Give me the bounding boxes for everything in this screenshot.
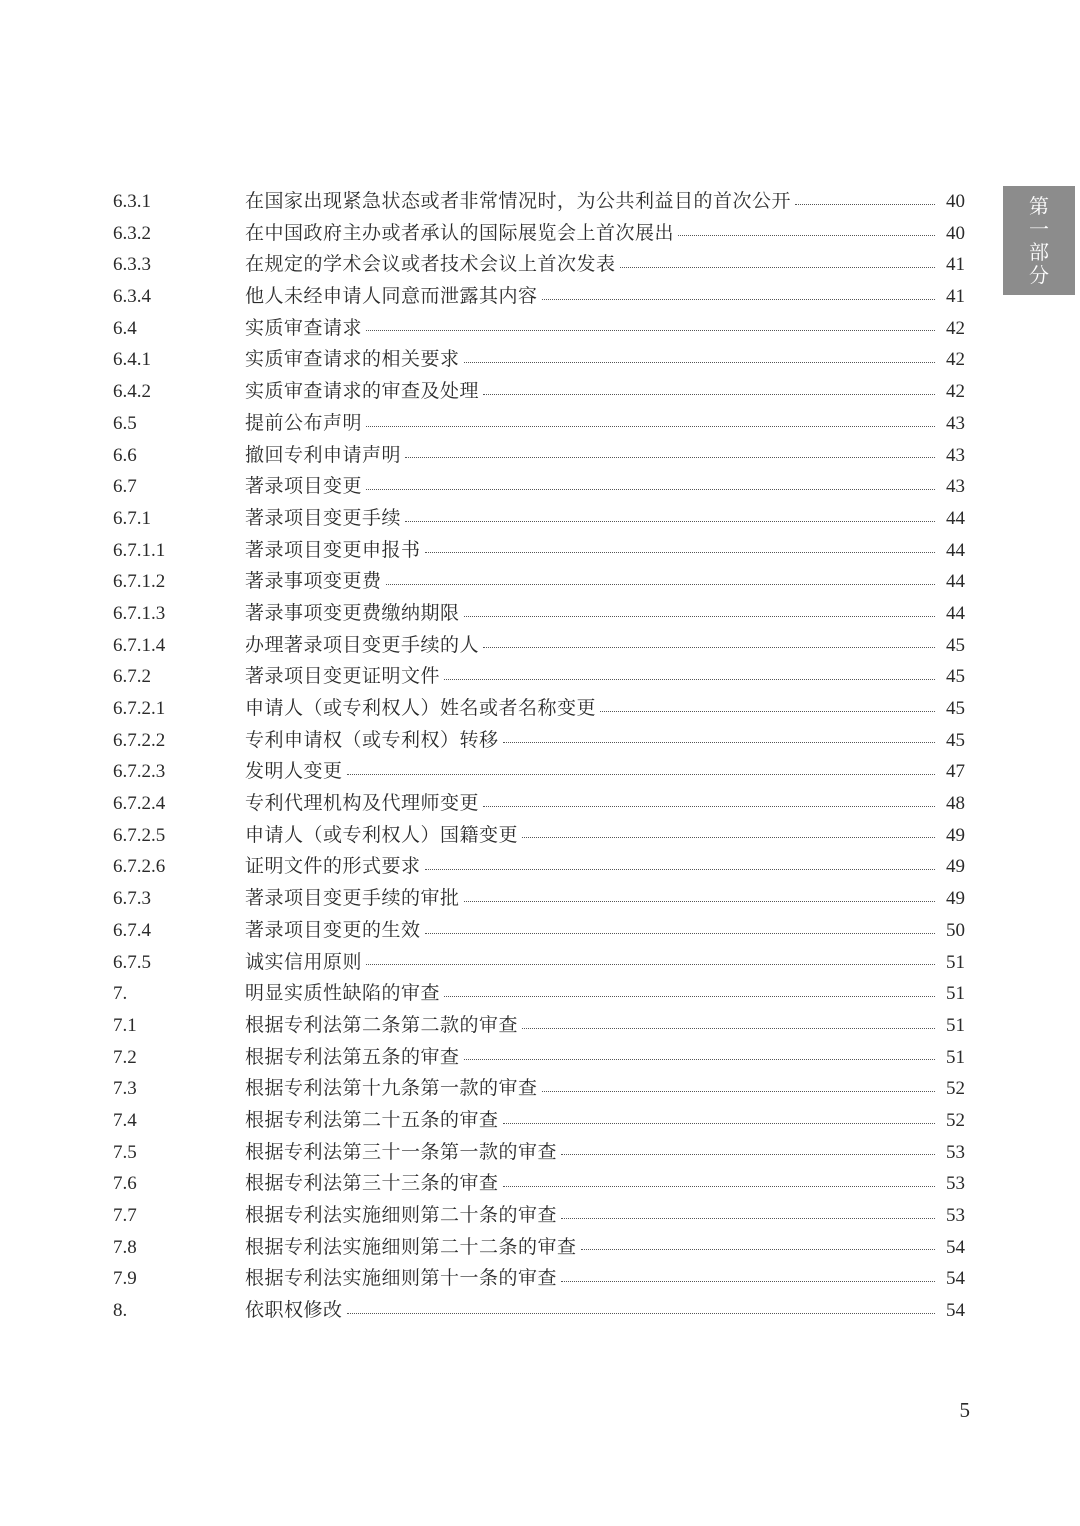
toc-entry-number: 7.6 <box>113 1173 137 1195</box>
toc-entry-title: 明显实质性缺陷的审查 <box>245 982 441 1005</box>
toc-entry-number: 6.3.1 <box>113 191 151 212</box>
toc-entry-number: 6.7.1.2 <box>113 571 166 593</box>
toc-entry-number: 6.4 <box>113 317 137 339</box>
toc-entry-number: 6.7.1.1 <box>113 539 166 561</box>
toc-entry[interactable] <box>113 566 965 598</box>
toc-entry-title: 著录事项变更费 <box>245 570 382 593</box>
toc-dot-leader <box>347 774 935 775</box>
section-tab-char: 一 <box>1029 216 1049 241</box>
toc-entry[interactable] <box>113 756 965 788</box>
toc-dot-leader <box>561 1218 935 1219</box>
toc-dot-leader <box>366 964 935 965</box>
toc-entry-page: 53 <box>946 1141 965 1163</box>
toc-entry-title: 专利代理机构及代理师变更 <box>245 792 480 815</box>
section-tab-char: 部 <box>1029 239 1049 264</box>
toc-entry-number: 7.2 <box>113 1046 137 1068</box>
toc-entry-page: 40 <box>946 191 965 212</box>
toc-entry[interactable] <box>113 503 965 535</box>
toc-entry-title: 实质审查请求的审查及处理 <box>245 380 480 403</box>
toc-entry-title: 依职权修改 <box>245 1299 343 1322</box>
toc-entry-title: 著录事项变更费缴纳期限 <box>245 601 460 624</box>
toc-entry[interactable] <box>113 598 965 630</box>
toc-dot-leader <box>620 267 935 268</box>
toc-entry[interactable] <box>113 249 965 281</box>
toc-entry-page: 42 <box>946 349 965 371</box>
toc-entry[interactable] <box>113 344 965 376</box>
toc-dot-leader <box>542 1091 935 1092</box>
toc-dot-leader <box>522 837 935 838</box>
toc-entry-page: 54 <box>946 1300 965 1322</box>
toc-entry-page: 43 <box>946 444 965 466</box>
toc-entry-title: 申请人（或专利权人）国籍变更 <box>245 823 519 846</box>
toc-entry-title: 根据专利法第十九条第一款的审查 <box>245 1077 538 1100</box>
toc-dot-leader <box>561 1154 935 1155</box>
toc-dot-leader <box>581 1249 935 1250</box>
toc-entry-number: 7.9 <box>113 1268 137 1290</box>
toc-entry[interactable] <box>113 408 965 440</box>
toc-entry-title: 根据专利法第五条的审查 <box>245 1045 460 1068</box>
toc-dot-leader <box>347 1313 935 1314</box>
toc-dot-leader <box>405 521 935 522</box>
toc-entry-number: 7.1 <box>113 1014 137 1036</box>
toc-entry-title: 发明人变更 <box>245 760 343 783</box>
toc-dot-leader <box>464 616 935 617</box>
toc-dot-leader <box>425 933 935 934</box>
toc-entry-page: 52 <box>946 1078 965 1100</box>
toc-dot-leader <box>464 362 935 363</box>
toc-dot-leader <box>444 996 935 997</box>
toc-entry-number: 6.4.1 <box>113 349 151 371</box>
toc-entry-number: 6.7.1 <box>113 507 151 529</box>
toc-entry[interactable] <box>113 376 965 408</box>
toc-entry-title: 根据专利法第三十三条的审查 <box>245 1172 499 1195</box>
toc-dot-leader <box>425 869 935 870</box>
toc-entry-number: 6.7.2.2 <box>113 729 166 751</box>
toc-entry-number: 6.7.2.6 <box>113 856 166 878</box>
section-tab-char: 第 <box>1029 193 1049 218</box>
toc-entry-number: 6.7.5 <box>113 951 151 973</box>
toc-dot-leader <box>386 584 935 585</box>
toc-entry-page: 45 <box>946 698 965 719</box>
toc-entry-page: 52 <box>946 1109 965 1131</box>
toc-entry-page: 47 <box>946 761 965 783</box>
toc-entry-title: 诚实信用原则 <box>245 950 363 973</box>
toc-entry-title: 在中国政府主办或者承认的国际展览会上首次展出 <box>245 221 675 244</box>
toc-entry-number: 8. <box>113 1300 128 1322</box>
toc-entry-page: 43 <box>946 476 965 498</box>
toc-dot-leader <box>425 552 935 553</box>
toc-entry-page: 42 <box>946 317 965 339</box>
toc-entry-page: 53 <box>946 1173 965 1195</box>
toc-entry-number: 6.7.2.1 <box>113 698 166 719</box>
toc-entry-number: 7.4 <box>113 1109 137 1131</box>
toc-dot-leader <box>464 901 935 902</box>
toc-entry-page: 51 <box>946 1014 965 1036</box>
toc-entry-title: 在规定的学术会议或者技术会议上首次发表 <box>245 253 616 276</box>
toc-entry[interactable] <box>113 1105 965 1137</box>
toc-entry-page: 51 <box>946 951 965 973</box>
toc-dot-leader <box>795 204 935 205</box>
toc-entry-page: 44 <box>946 539 965 561</box>
toc-entry-title: 在国家出现紧急状态或者非常情况时，为公共利益目的首次公开 <box>245 190 792 212</box>
toc-entry[interactable] <box>113 1295 965 1327</box>
toc-entry-title: 根据专利法实施细则第二十条的审查 <box>245 1204 558 1226</box>
toc-dot-leader <box>600 711 935 712</box>
toc-entry-title: 撤回专利申请声明 <box>245 443 402 466</box>
toc-entry[interactable] <box>113 788 965 820</box>
toc-entry-title: 根据专利法第二十五条的审查 <box>245 1108 499 1131</box>
toc-entry-number: 6.7 <box>113 476 137 498</box>
toc-entry-number: 6.7.4 <box>113 919 151 941</box>
toc-dot-leader <box>483 394 935 395</box>
toc-entry-title: 证明文件的形式要求 <box>245 855 421 878</box>
toc-entry[interactable] <box>113 281 965 313</box>
toc-dot-leader <box>522 1028 935 1029</box>
toc-entry-number: 7.7 <box>113 1205 137 1226</box>
toc-entry[interactable] <box>113 1200 965 1232</box>
toc-entry-title: 根据专利法第二条第二款的审查 <box>245 1013 519 1036</box>
toc-entry-page: 44 <box>946 571 965 593</box>
toc-entry-title: 办理著录项目变更手续的人 <box>245 633 480 656</box>
toc-entry[interactable] <box>113 725 965 757</box>
toc-entry[interactable] <box>113 1263 965 1295</box>
toc-entry-number: 6.7.2 <box>113 666 151 688</box>
toc-entry-number: 7. <box>113 983 128 1005</box>
toc-entry-title: 著录项目变更手续的审批 <box>245 887 460 910</box>
toc-entry[interactable] <box>113 915 965 947</box>
toc-entry-page: 54 <box>946 1236 965 1258</box>
toc-entry-number: 6.3.2 <box>113 222 151 244</box>
toc-entry-title: 著录项目变更申报书 <box>245 538 421 561</box>
toc-entry[interactable] <box>113 535 965 567</box>
toc-entry-page: 41 <box>946 286 965 308</box>
toc-entry-number: 6.7.2.3 <box>113 761 166 783</box>
toc-dot-leader <box>503 742 935 743</box>
toc-dot-leader <box>366 489 935 490</box>
toc-entry-title: 他人未经申请人同意而泄露其内容 <box>245 285 538 308</box>
toc-dot-leader <box>483 647 935 648</box>
toc-entry-page: 45 <box>946 666 965 688</box>
toc-entry[interactable] <box>113 1168 965 1200</box>
toc-entry-title: 申请人（或专利权人）姓名或者名称变更 <box>245 697 597 719</box>
toc-entry[interactable] <box>113 883 965 915</box>
toc-entry-number: 6.3.4 <box>113 286 151 308</box>
toc-dot-leader <box>464 1059 935 1060</box>
toc-dot-leader <box>366 330 935 331</box>
toc-entry-page: 48 <box>946 793 965 815</box>
toc-entry-title: 著录项目变更手续 <box>245 506 402 529</box>
toc-dot-leader <box>561 1281 935 1282</box>
toc-entry-number: 6.4.2 <box>113 381 151 403</box>
table-of-contents <box>113 186 965 1327</box>
toc-entry[interactable] <box>113 440 965 472</box>
toc-entry[interactable] <box>113 693 965 725</box>
toc-dot-leader <box>366 426 935 427</box>
toc-entry-number: 6.6 <box>113 444 137 466</box>
toc-entry-number: 6.7.3 <box>113 888 151 910</box>
toc-entry-page: 49 <box>946 824 965 846</box>
toc-dot-leader <box>503 1123 935 1124</box>
toc-entry-number: 7.3 <box>113 1078 137 1100</box>
toc-dot-leader <box>542 299 935 300</box>
section-tab-char: 分 <box>1029 262 1049 287</box>
toc-entry-title: 专利申请权（或专利权）转移 <box>245 728 499 751</box>
section-tab <box>1003 186 1075 295</box>
toc-entry[interactable] <box>113 1010 965 1042</box>
toc-dot-leader <box>444 679 935 680</box>
toc-entry-page: 44 <box>946 507 965 529</box>
toc-dot-leader <box>483 806 935 807</box>
toc-dot-leader <box>503 1186 935 1187</box>
toc-entry-title: 著录项目变更 <box>245 475 363 498</box>
toc-entry-title: 根据专利法第三十一条第一款的审查 <box>245 1140 558 1163</box>
toc-entry-page: 43 <box>946 412 965 434</box>
toc-entry[interactable] <box>113 661 965 693</box>
toc-entry-page: 54 <box>946 1268 965 1290</box>
toc-entry[interactable] <box>113 1073 965 1105</box>
toc-entry-number: 6.7.2.5 <box>113 824 166 846</box>
toc-entry[interactable] <box>113 1232 965 1264</box>
toc-entry[interactable] <box>113 820 965 852</box>
toc-entry-number: 6.7.1.3 <box>113 602 166 624</box>
toc-entry-number: 7.8 <box>113 1236 137 1258</box>
toc-entry[interactable] <box>113 471 965 503</box>
toc-entry-page: 42 <box>946 381 965 403</box>
toc-entry-page: 44 <box>946 602 965 624</box>
toc-entry-page: 53 <box>946 1205 965 1226</box>
toc-entry[interactable] <box>113 1137 965 1169</box>
toc-entry-title: 根据专利法实施细则第二十二条的审查 <box>245 1235 577 1258</box>
toc-entry[interactable] <box>113 978 965 1010</box>
toc-entry-number: 6.3.3 <box>113 254 151 276</box>
toc-entry-number: 6.7.2.4 <box>113 793 166 815</box>
toc-entry-number: 6.7.1.4 <box>113 634 166 656</box>
toc-entry-page: 51 <box>946 1046 965 1068</box>
toc-entry[interactable] <box>113 947 965 979</box>
toc-entry-title: 实质审查请求的相关要求 <box>245 348 460 371</box>
toc-entry[interactable] <box>113 1042 965 1074</box>
toc-entry-title: 根据专利法实施细则第十一条的审查 <box>245 1267 558 1290</box>
toc-entry[interactable] <box>113 218 965 250</box>
toc-entry-page: 50 <box>946 919 965 941</box>
toc-entry[interactable] <box>113 630 965 662</box>
toc-entry-page: 40 <box>946 222 965 244</box>
toc-entry-number: 6.5 <box>113 412 137 434</box>
toc-entry-title: 著录项目变更证明文件 <box>245 665 441 688</box>
toc-entry-title: 提前公布声明 <box>245 411 363 434</box>
toc-entry-page: 45 <box>946 729 965 751</box>
toc-entry-page: 49 <box>946 856 965 878</box>
toc-entry-page: 51 <box>946 983 965 1005</box>
toc-dot-leader <box>405 457 935 458</box>
toc-entry-title: 实质审查请求 <box>245 316 363 339</box>
toc-entry-title: 著录项目变更的生效 <box>245 918 421 941</box>
toc-entry-page: 49 <box>946 888 965 910</box>
toc-entry-number: 7.5 <box>113 1141 137 1163</box>
toc-entry[interactable] <box>113 851 965 883</box>
toc-dot-leader <box>678 235 935 236</box>
toc-entry-page: 45 <box>946 634 965 656</box>
toc-entry-page: 41 <box>946 254 965 276</box>
toc-entry[interactable] <box>113 313 965 345</box>
page-number: 5 <box>959 1398 970 1422</box>
toc-entry[interactable] <box>113 186 965 218</box>
